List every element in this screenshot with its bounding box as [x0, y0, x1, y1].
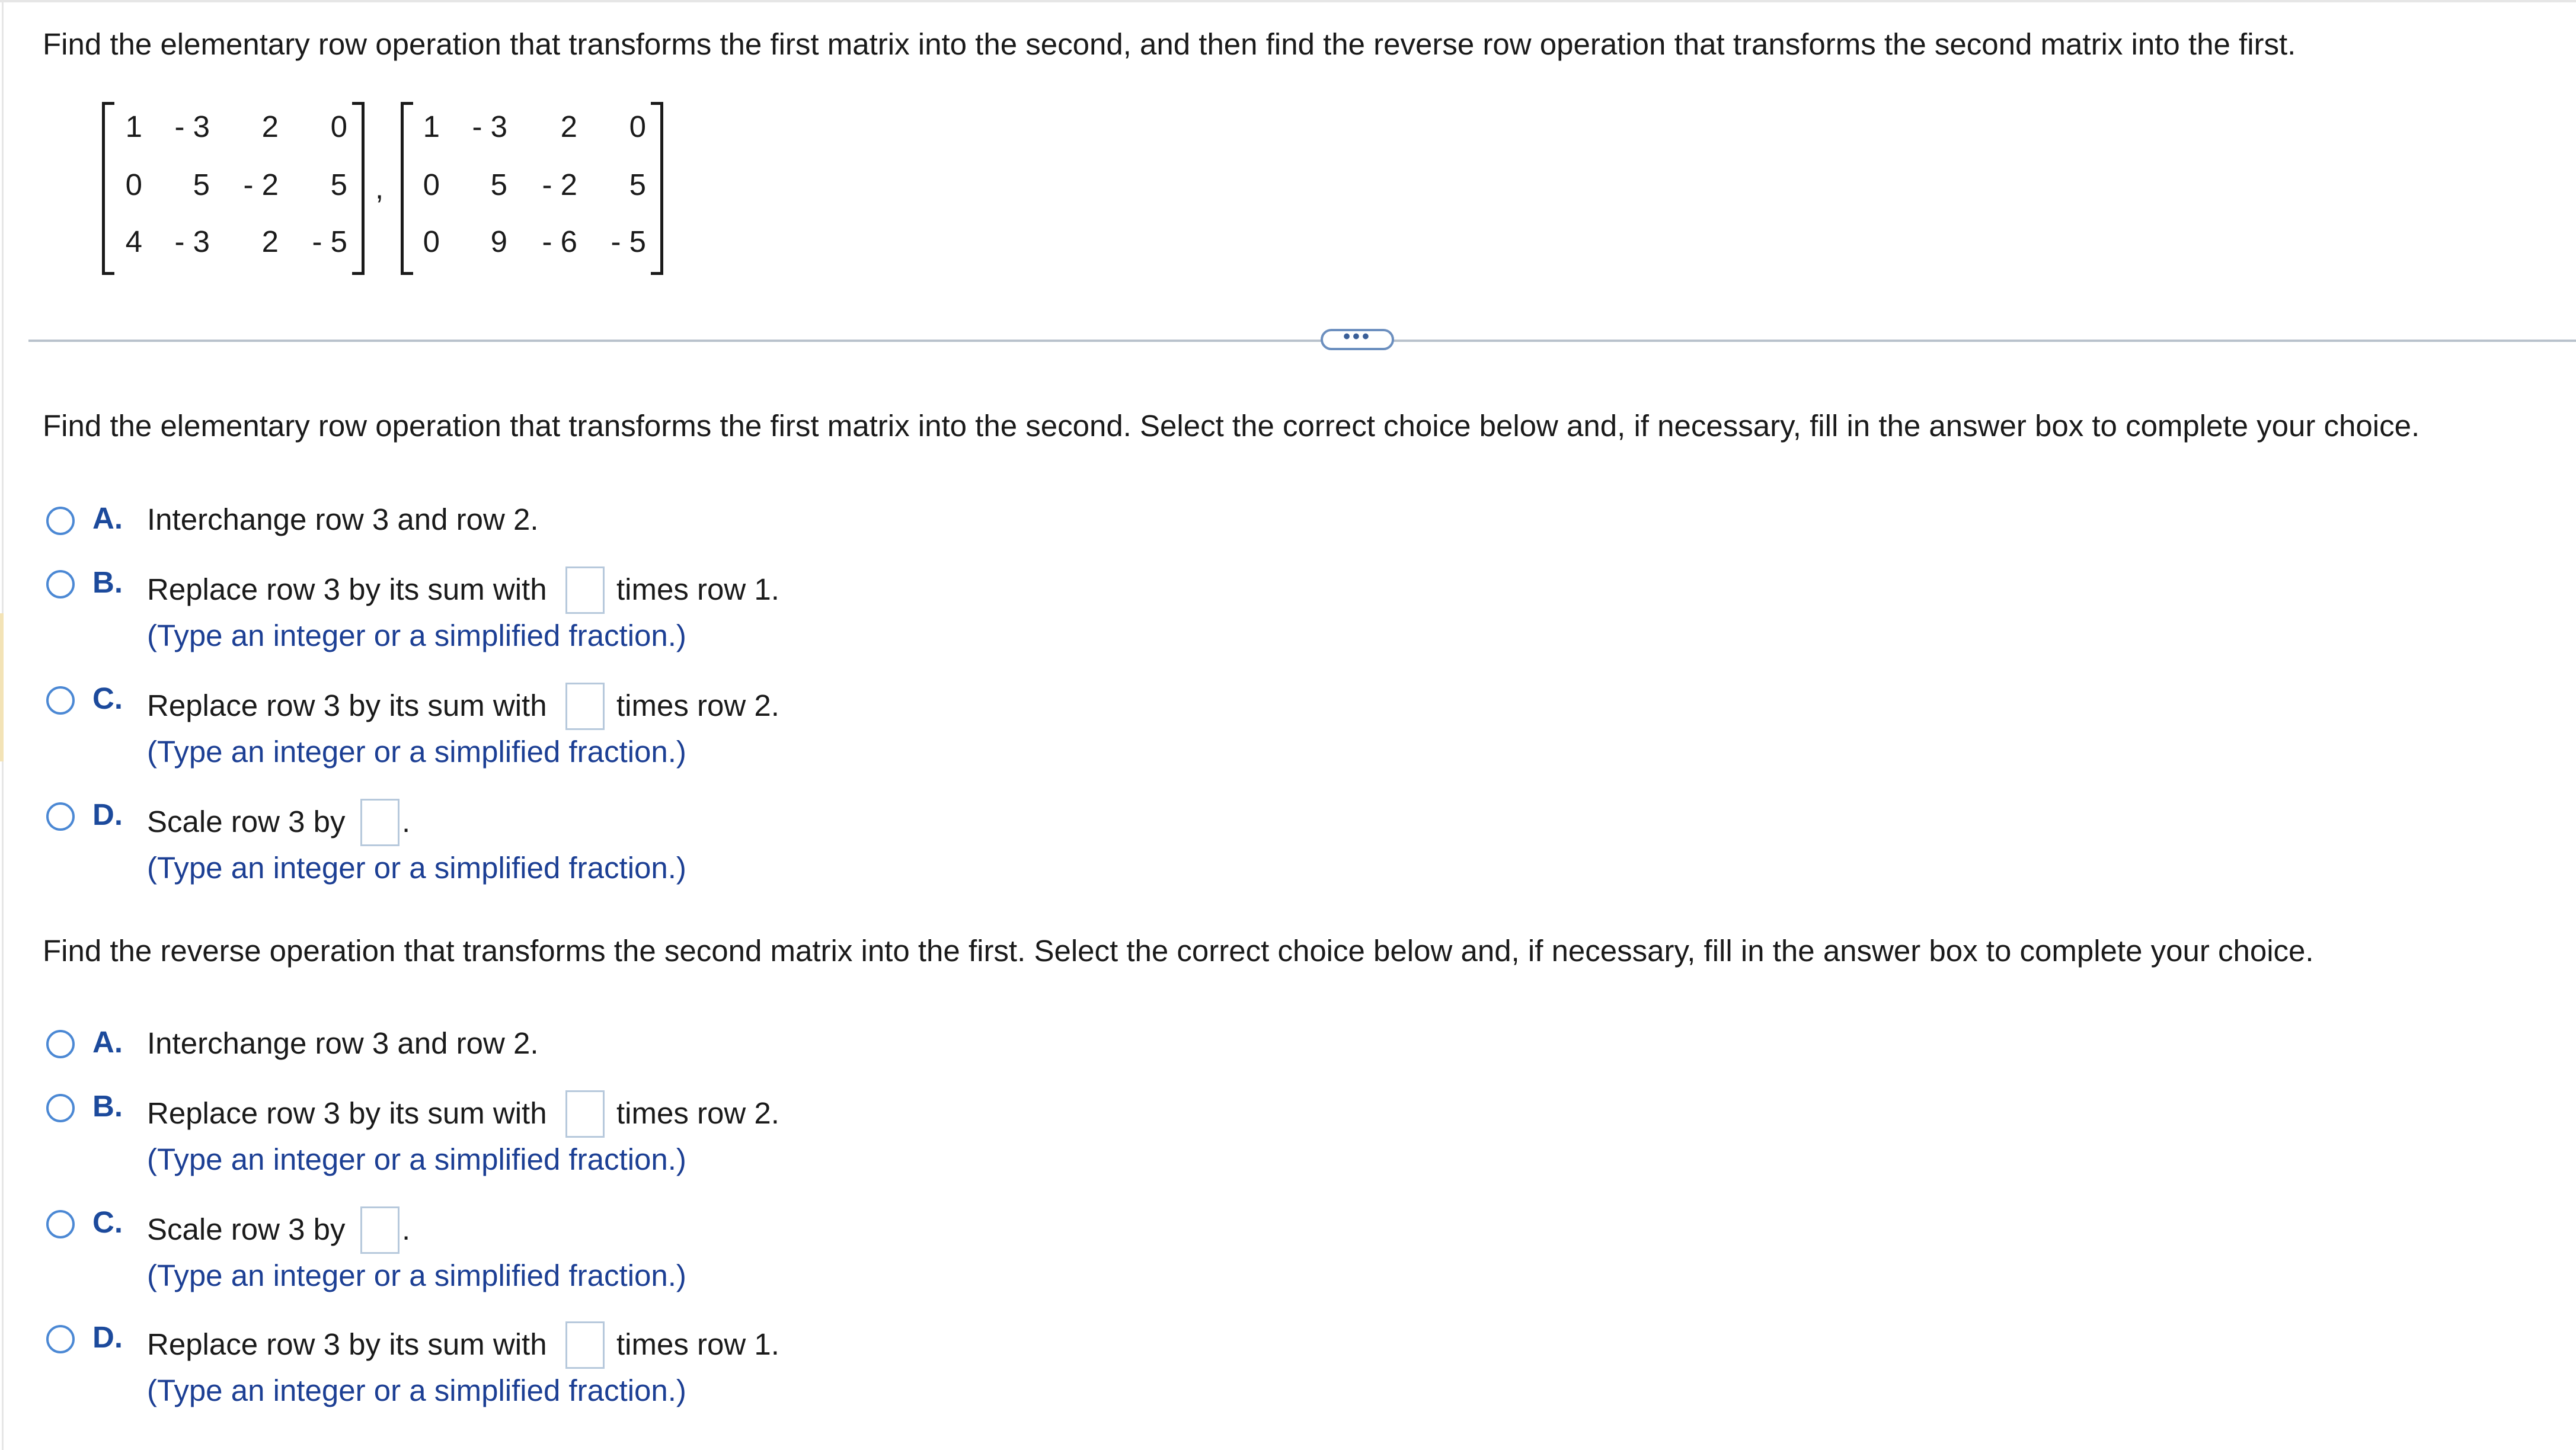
part1-option-d-answer-box[interactable] — [360, 799, 399, 846]
part2-instruction: Find the reverse operation that transforms the second matrix into the first. Select the correct choice below and, if necessary, fill in the answer box to complete your choice. — [43, 934, 2314, 968]
matrix-1-cell: - 2 — [243, 168, 279, 201]
matrix-2-cell: 0 — [423, 225, 440, 258]
part1-option-d-letter: D. — [92, 798, 123, 831]
part2-option-b-hint: (Type an integer or a simplified fraction.) — [147, 1142, 686, 1176]
matrix-2-cell: 0 — [629, 110, 646, 143]
matrix-1-cell: 0 — [125, 168, 142, 201]
matrix-2-right-bracket — [651, 102, 663, 275]
part2-option-b-radio[interactable] — [46, 1094, 75, 1122]
part2-option-c-hint: (Type an integer or a simplified fraction.) — [147, 1259, 686, 1292]
part2-option-a-letter: A. — [92, 1025, 123, 1059]
part1-option-b-suffix: times row 1. — [616, 572, 779, 606]
part2-option-b-text: Replace row 3 by its sum with — [147, 1096, 547, 1130]
matrix-1-cell: 5 — [330, 168, 347, 201]
part1-option-b-text: Replace row 3 by its sum with — [147, 572, 547, 606]
matrix-1-cell: - 3 — [174, 225, 210, 258]
matrix-1-cell: 2 — [261, 225, 279, 258]
part1-option-b-letter: B. — [92, 565, 123, 599]
part2-option-b-suffix: times row 2. — [616, 1096, 779, 1130]
part1-option-a-letter: A. — [92, 501, 123, 535]
section-divider — [28, 340, 2576, 342]
matrix-2-cell: - 6 — [542, 225, 577, 258]
part1-option-c-radio[interactable] — [46, 686, 75, 715]
matrix-1-cell: 0 — [330, 110, 347, 143]
part2-option-c-suffix: . — [402, 1212, 411, 1246]
part2-option-b-letter: B. — [92, 1089, 123, 1123]
part2-option-a-text: Interchange row 3 and row 2. — [147, 1026, 539, 1060]
part1-instruction: Find the elementary row operation that transforms the first matrix into the second. Select the correct choice below and, if necessary, fill in the answer box to complete your choice. — [43, 409, 2420, 443]
part2-option-c-text: Scale row 3 by — [147, 1212, 346, 1246]
part1-option-d-hint: (Type an integer or a simplified fraction.) — [147, 851, 686, 885]
matrix-1-cell: - 5 — [312, 225, 347, 258]
matrix-1-cell: 4 — [125, 225, 142, 258]
part2-option-c-answer-box[interactable] — [360, 1206, 399, 1254]
matrix-1-cell: 5 — [193, 168, 210, 201]
part1-option-a-text: Interchange row 3 and row 2. — [147, 502, 539, 536]
matrix-separator: , — [375, 171, 384, 205]
matrix-2-cell: - 2 — [542, 168, 577, 201]
part2-option-d-hint: (Type an integer or a simplified fraction.) — [147, 1374, 686, 1407]
part1-option-c-hint: (Type an integer or a simplified fraction.) — [147, 735, 686, 769]
part2-option-d-letter: D. — [92, 1320, 123, 1354]
left-accent — [0, 613, 4, 761]
matrix-1-cell: 1 — [125, 110, 142, 143]
matrix-2-cell: 5 — [629, 168, 646, 201]
part1-option-c-letter: C. — [92, 681, 123, 715]
matrix-2-cell: 2 — [560, 110, 577, 143]
matrix-1-cell: - 3 — [174, 110, 210, 143]
matrix-2-cell: 1 — [423, 110, 440, 143]
matrix-2-cell: - 3 — [472, 110, 507, 143]
part1-option-b-radio[interactable] — [46, 570, 75, 598]
top-border — [0, 0, 2576, 2]
matrix-2-cell: - 5 — [611, 225, 646, 258]
part1-option-c-suffix: times row 2. — [616, 689, 779, 722]
matrix-2-cell: 0 — [423, 168, 440, 201]
part2-option-c-letter: C. — [92, 1205, 123, 1239]
part1-option-a-radio[interactable] — [46, 507, 75, 535]
part2-option-d-answer-box[interactable] — [565, 1321, 605, 1369]
part2-option-d-suffix: times row 1. — [616, 1327, 779, 1361]
part1-option-d-text: Scale row 3 by — [147, 805, 346, 838]
part2-option-d-radio[interactable] — [46, 1325, 75, 1353]
more-options-button[interactable]: ••• — [1321, 329, 1394, 350]
matrix-1-cell: 2 — [261, 110, 279, 143]
matrix-1-right-bracket — [352, 102, 365, 275]
part1-option-c-text: Replace row 3 by its sum with — [147, 689, 547, 722]
part1-option-d-radio[interactable] — [46, 802, 75, 831]
part2-option-d-text: Replace row 3 by its sum with — [147, 1327, 547, 1361]
part1-option-b-hint: (Type an integer or a simplified fraction.) — [147, 619, 686, 652]
part1-option-d-suffix: . — [402, 805, 411, 838]
question-prompt: Find the elementary row operation that transforms the first matrix into the second, and then find the reverse row operation that transforms the second matrix into the first. — [43, 27, 2296, 61]
part2-option-c-radio[interactable] — [46, 1210, 75, 1238]
matrix-2-cell: 5 — [490, 168, 507, 201]
part1-option-b-answer-box[interactable] — [565, 566, 605, 614]
part2-option-a-radio[interactable] — [46, 1030, 75, 1058]
part1-option-c-answer-box[interactable] — [565, 683, 605, 730]
matrix-2-cell: 9 — [490, 225, 507, 258]
part2-option-b-answer-box[interactable] — [565, 1090, 605, 1138]
